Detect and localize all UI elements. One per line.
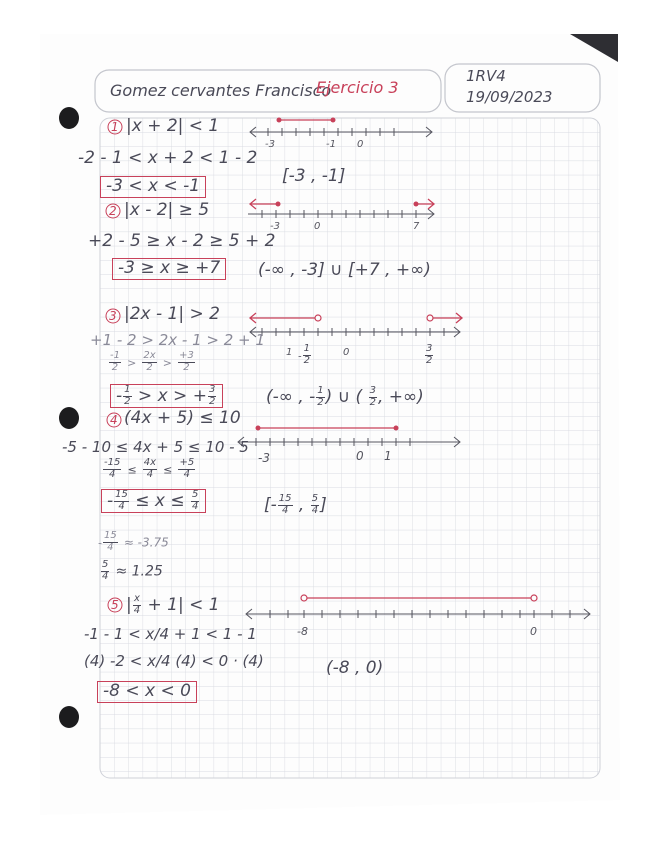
interval-answer: [- $\frac{15}{4}$ , $\frac{5}{4}$ ] — [264, 493, 327, 516]
tick-label: -1 — [326, 139, 336, 150]
binder-hole — [59, 706, 79, 728]
work-step: -1 - 1 < x/4 + 1 < 1 - 1 — [84, 625, 257, 643]
work-step: (4) -2 < x/4 (4) < 0 · (4) — [84, 652, 264, 670]
result-box: - $\frac{15}{4}$ ≤ x ≤ $\frac{5}{4}$ — [101, 489, 206, 513]
problem-number: 2 — [109, 204, 117, 218]
problem-number: 4 — [110, 413, 118, 427]
interval-answer: (-∞ , -3] ∪ [+7 , +∞) — [258, 260, 431, 280]
problem-statement: |2x - 1| > 2 — [124, 304, 220, 324]
result-box: -8 < x < 0 — [97, 681, 197, 703]
problem-number: 1 — [111, 120, 119, 134]
binder-hole — [59, 407, 79, 429]
tick-label: 0 — [343, 347, 350, 358]
tick-label: 0 — [314, 221, 321, 232]
interval-answer: [-3 , -1] — [282, 166, 346, 186]
tick-label: -3 — [265, 139, 275, 150]
binder-hole — [59, 107, 79, 129]
tick-label: -3 — [270, 221, 280, 232]
endpoint-marker — [331, 118, 336, 123]
tick-label: 7 — [413, 221, 420, 232]
work-step: -2 - 1 < x + 2 < 1 - 2 — [78, 148, 258, 168]
interval-answer: (-∞ , - $\frac{1}{2}$ ) ∪ ( $\frac{3}{2}$ , +∞) — [266, 385, 424, 408]
student-name: Gomez cervantes Francisco — [110, 81, 332, 100]
endpoint-marker — [277, 118, 282, 123]
problem-number: 3 — [109, 309, 117, 323]
exercise-title: Ejercicio 3 — [316, 78, 399, 97]
tick-label-frac: - $\frac{1}{2}$ — [298, 343, 310, 366]
tick-label-frac: $\frac{3}{2}$ — [426, 343, 433, 366]
date: 19/09/2023 — [466, 88, 553, 106]
problem-statement: |x + 2| < 1 — [126, 116, 220, 136]
problem-number: 5 — [111, 598, 119, 612]
tick-label: 1 — [286, 347, 293, 358]
tick-label: 1 — [384, 449, 392, 463]
result-box: -3 < x < -1 — [100, 176, 206, 198]
group-code: 1RV4 — [466, 67, 506, 85]
work-step-fractions: $\frac{-1}{2}$ > $\frac{2x}{2}$ > $\frac{+3}{2}$ — [110, 350, 194, 373]
work-step: +1 - 2 > 2x - 1 > 2 + 1 — [90, 331, 265, 349]
tick-label: -3 — [258, 451, 270, 465]
work-step: +2 - 5 ≥ x - 2 ≥ 5 + 2 — [88, 231, 276, 251]
work-step: -5 - 10 ≤ 4x + 5 ≤ 10 - 5 — [62, 438, 249, 456]
problem-statement: (4x + 5) ≤ 10 — [124, 408, 241, 428]
result-box: - $\frac{1}{2}$ > x > + $\frac{3}{2}$ — [110, 384, 223, 408]
work-step-fractions: $\frac{-15}{4}$ ≤ $\frac{4x}{4}$ ≤ $\frac{+5}{4}$ — [104, 457, 195, 480]
interval-answer: (-8 , 0) — [326, 658, 384, 678]
tick-label: -8 — [297, 625, 308, 638]
result-box: -3 ≥ x ≥ +7 — [112, 258, 226, 280]
tick-label: 0 — [357, 139, 364, 150]
approximation: - $\frac{15}{4}$ ≈ -3.75 — [98, 530, 169, 553]
problem-statement: | $\frac{x}{4}$ + 1| < 1 — [126, 593, 220, 616]
approximation: $\frac{5}{4}$ ≈ 1.25 — [102, 559, 163, 582]
tick-label: 0 — [356, 449, 364, 463]
tick-label: 0 — [530, 625, 537, 638]
problem-statement: |x - 2| ≥ 5 — [124, 200, 210, 220]
